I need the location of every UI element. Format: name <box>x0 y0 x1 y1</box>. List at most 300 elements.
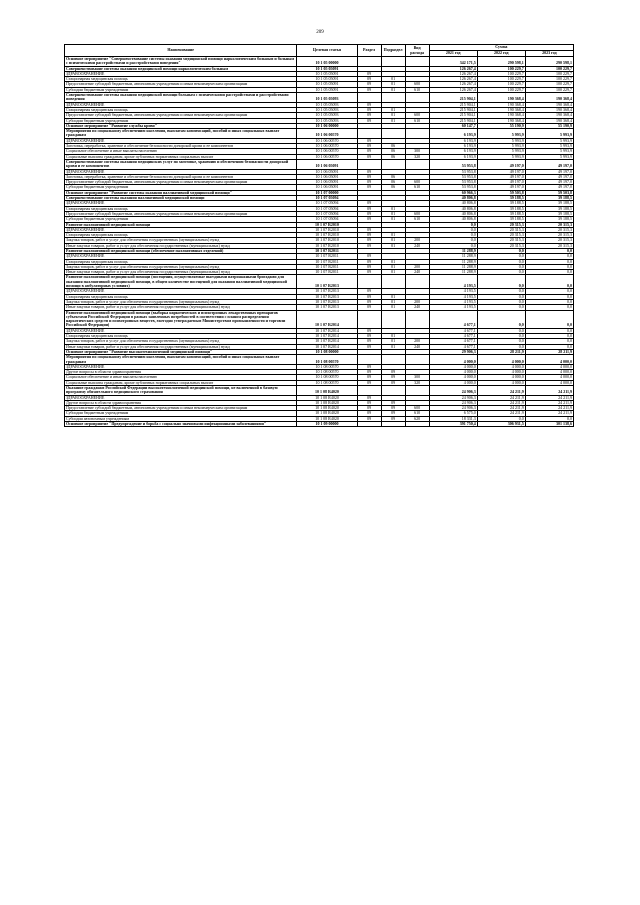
row-code: 10 1 06 05091 <box>297 159 357 169</box>
row-sum-2023: 190 368,4 <box>525 118 573 123</box>
row-name: Стационарная медицинская помощь <box>65 259 297 264</box>
row-code: 10 1 06 00570 <box>297 138 357 143</box>
row-name: Закупка товаров, работ и услуг для обеспечения государственных (муниципальных) нужд <box>65 299 297 304</box>
row-code: 10 1 07 R2010 <box>297 243 357 248</box>
row-code: 10 1 07 R2010 <box>297 233 357 238</box>
row-subsection: 09 <box>381 380 405 385</box>
row-subsection: 01 <box>381 206 405 211</box>
row-sum-2022: 5 993,9 <box>477 144 525 149</box>
row-sum-2022: 49 197,0 <box>477 169 525 174</box>
row-sum-2022: 190 368,4 <box>477 113 525 118</box>
row-sum-2021: 24 906,3 <box>429 395 477 400</box>
row-name: Предоставление субсидий бюджетным, автономным учреждениям и иным некоммерческим организациям <box>65 406 297 411</box>
row-code: 10 1 07 R2014 <box>297 344 357 349</box>
header-section: Раздел <box>357 45 381 57</box>
row-sum-2023: 59 503,8 <box>525 190 573 195</box>
row-sum-2023: 49 197,0 <box>525 180 573 185</box>
row-expense-type <box>405 93 429 103</box>
row-name: Субсидии бюджетным учреждениям <box>65 118 297 123</box>
row-name: Стационарная медицинская помощь <box>65 107 297 112</box>
row-sum-2022: 39 188,5 <box>477 211 525 216</box>
row-subsection: 01 <box>381 77 405 82</box>
row-sum-2022: 0,0 <box>477 305 525 310</box>
header-subsection: Подраздел <box>381 45 405 57</box>
row-sum-2023: 0,0 <box>525 294 573 299</box>
row-code: 10 1 08 R4020 <box>297 400 357 405</box>
row-name: Стационарная медицинская помощь <box>65 206 297 211</box>
row-subsection: 06 <box>381 174 405 179</box>
row-subsection: 01 <box>381 334 405 339</box>
row-expense-type <box>405 310 429 328</box>
row-name: Совершенствование системы оказания медицинской помощи наркологическим больным <box>65 66 297 71</box>
row-sum-2022: 0,0 <box>477 248 525 253</box>
row-subsection <box>381 355 405 365</box>
row-code: 10 1 08 00570 <box>297 370 357 375</box>
row-subsection: 09 <box>381 411 405 416</box>
row-subsection: 01 <box>381 233 405 238</box>
row-subsection <box>381 129 405 139</box>
row-subsection: 01 <box>381 217 405 222</box>
row-sum-2022: 0,0 <box>477 344 525 349</box>
row-sum-2021: 40 806,8 <box>429 217 477 222</box>
row-section <box>357 310 381 328</box>
row-sum-2022: 24 211,9 <box>477 395 525 400</box>
row-section: 09 <box>357 370 381 375</box>
row-sum-2023: 49 197,0 <box>525 159 573 169</box>
row-sum-2021: 40 806,8 <box>429 201 477 206</box>
row-code: 10 1 06 05091 <box>297 169 357 174</box>
row-sum-2023: 20 315,3 <box>525 222 573 227</box>
row-code: 10 1 05 05093 <box>297 118 357 123</box>
row-subsection: 01 <box>381 82 405 87</box>
row-name: Развитие паллиативной медицинской помощи (посещения, осуществляемые выездными патронажными бригадами для оказания паллиативной медицинской помощи, в общем количестве посещений для оказания паллиативной медицинской помощи в амбулаторных условиях) <box>65 275 297 289</box>
row-name: Развитие паллиативной медицинской помощи (обеспечение паллиативных отделений) <box>65 248 297 253</box>
row-sum-2021: 215 904,1 <box>429 118 477 123</box>
row-subsection: 01 <box>381 243 405 248</box>
row-sum-2022: 39 188,5 <box>477 196 525 201</box>
row-sum-2022: 0,0 <box>477 254 525 259</box>
row-sum-2023: 49 197,0 <box>525 169 573 174</box>
row-sum-2023: 5 993,9 <box>525 129 573 139</box>
row-section: 09 <box>357 380 381 385</box>
row-section: 09 <box>357 174 381 179</box>
row-section: 09 <box>357 169 381 174</box>
row-name: Предоставление субсидий бюджетным, автономным учреждениям и иным некоммерческим организациям <box>65 211 297 216</box>
row-sum-2023: 0,0 <box>525 289 573 294</box>
row-code: 10 1 07 05094 <box>297 217 357 222</box>
row-name: Основное мероприятие "Развитие высокотехнологичной медицинской помощи" <box>65 349 297 354</box>
row-section: 09 <box>357 206 381 211</box>
row-expense-type: 610 <box>405 185 429 190</box>
row-expense-type: 610 <box>405 87 429 92</box>
row-sum-2023: 4 000,0 <box>525 380 573 385</box>
row-code: 10 1 07 R2011 <box>297 264 357 269</box>
row-sum-2023: 190 368,4 <box>525 113 573 118</box>
row-sum-2022: 4 000,0 <box>477 375 525 380</box>
row-section: 09 <box>357 364 381 369</box>
table-body <box>65 57 574 427</box>
row-sum-2023: 24 211,9 <box>525 406 573 411</box>
row-sum-2021: 11 288,9 <box>429 248 477 253</box>
row-sum-2021: 4 193,5 <box>429 289 477 294</box>
row-sum-2022: 190 368,4 <box>477 93 525 103</box>
header-year-2021: 2021 год <box>429 51 477 57</box>
row-section: 09 <box>357 264 381 269</box>
row-sum-2021: 29 906,3 <box>429 349 477 354</box>
row-sum-2021: 11 288,9 <box>429 254 477 259</box>
row-section: 09 <box>357 254 381 259</box>
row-name: Социальные выплаты гражданам, кроме публичных нормативных социальных выплат <box>65 154 297 159</box>
row-sum-2023: 100 229,7 <box>525 82 573 87</box>
row-sum-2022: 24 211,9 <box>477 386 525 396</box>
row-sum-2023: 301 138,6 <box>525 422 573 427</box>
row-sum-2021: 18 331,3 <box>429 416 477 421</box>
row-name: Заготовка, переработка, хранение и обеспечение безопасности донорской крови и ее компонентов <box>65 174 297 179</box>
row-sum-2021: 126 267,4 <box>429 77 477 82</box>
row-sum-2022: 4 000,0 <box>477 380 525 385</box>
row-sum-2022: 39 188,5 <box>477 206 525 211</box>
table-row <box>65 355 574 365</box>
row-sum-2021: 53 953,8 <box>429 159 477 169</box>
row-section: 09 <box>357 238 381 243</box>
row-sum-2021: 215 904,1 <box>429 113 477 118</box>
row-sum-2022: 49 197,0 <box>477 180 525 185</box>
row-section: 09 <box>357 328 381 333</box>
row-code: 10 1 05 05091 <box>297 77 357 82</box>
row-code: 10 1 08 R4020 <box>297 411 357 416</box>
row-section: 09 <box>357 406 381 411</box>
row-section: 09 <box>357 400 381 405</box>
table-row <box>65 159 574 169</box>
row-subsection: 01 <box>381 87 405 92</box>
row-section: 09 <box>357 344 381 349</box>
row-sum-2021: 4 677,1 <box>429 328 477 333</box>
row-section <box>357 57 381 67</box>
row-name: Другие вопросы в области здравоохранения <box>65 400 297 405</box>
row-expense-type: 620 <box>405 416 429 421</box>
row-section: 09 <box>357 299 381 304</box>
row-name: Закупка товаров, работ и услуг для обеспечения государственных (муниципальных) нужд <box>65 264 297 269</box>
row-subsection <box>381 159 405 169</box>
row-subsection <box>381 57 405 67</box>
row-name: Основное мероприятие "Развитие системы оказания паллиативной медицинской помощи" <box>65 190 297 195</box>
row-sum-2021: 4 193,5 <box>429 275 477 289</box>
row-sum-2021: 215 904,1 <box>429 107 477 112</box>
row-sum-2023: 0,0 <box>525 334 573 339</box>
row-sum-2023: 100 229,7 <box>525 87 573 92</box>
row-sum-2022: 0,0 <box>477 259 525 264</box>
row-code: 10 1 07 00000 <box>297 190 357 195</box>
row-sum-2022: 39 188,5 <box>477 217 525 222</box>
row-code: 10 1 05 00000 <box>297 57 357 67</box>
row-sum-2023: 24 211,9 <box>525 400 573 405</box>
row-sum-2023: 39 188,5 <box>525 217 573 222</box>
row-sum-2022: 24 211,9 <box>477 406 525 411</box>
row-sum-2023: 4 000,0 <box>525 375 573 380</box>
row-sum-2021: 4 677,1 <box>429 310 477 328</box>
row-sum-2023: 24 211,9 <box>525 386 573 396</box>
row-sum-2023: 55 190,9 <box>525 123 573 128</box>
row-section: 09 <box>357 217 381 222</box>
row-sum-2022: 24 211,9 <box>477 400 525 405</box>
row-sum-2023: 49 197,0 <box>525 185 573 190</box>
row-section <box>357 386 381 396</box>
row-subsection: 01 <box>381 270 405 275</box>
row-expense-type: 240 <box>405 344 429 349</box>
row-section: 09 <box>357 227 381 232</box>
row-sum-2021: 6 193,9 <box>429 138 477 143</box>
table-row <box>65 275 574 289</box>
row-sum-2022: 49 197,0 <box>477 174 525 179</box>
row-sum-2022: 20 315,3 <box>477 243 525 248</box>
row-subsection: 01 <box>381 294 405 299</box>
row-sum-2021: 6 193,9 <box>429 149 477 154</box>
row-name: Совершенствование системы оказания медицинской помощи больным с психическими расстройствами и расстройствами поведения <box>65 93 297 103</box>
row-name: Социальное обеспечение и иные выплаты населению <box>65 375 297 380</box>
row-name: ЗДРАВООХРАНЕНИЕ <box>65 328 297 333</box>
row-sum-2021: 126 267,4 <box>429 66 477 71</box>
row-sum-2022: 20 315,3 <box>477 222 525 227</box>
row-code: 10 1 06 05091 <box>297 185 357 190</box>
row-sum-2021: 0,0 <box>429 243 477 248</box>
row-name: Другие вопросы в области здравоохранения <box>65 370 297 375</box>
row-subsection: 09 <box>381 416 405 421</box>
row-name: Субсидии бюджетным учреждениям <box>65 411 297 416</box>
row-sum-2023: 100 229,7 <box>525 71 573 76</box>
row-code: 10 1 08 00570 <box>297 355 357 365</box>
row-section: 09 <box>357 411 381 416</box>
row-sum-2023: 39 188,5 <box>525 201 573 206</box>
row-subsection <box>381 93 405 103</box>
row-sum-2023: 24 211,9 <box>525 395 573 400</box>
row-subsection: 09 <box>381 406 405 411</box>
row-name: Предоставление субсидий бюджетным, автономным учреждениям и иным некоммерческим организациям <box>65 113 297 118</box>
row-sum-2023: 5 993,9 <box>525 138 573 143</box>
row-sum-2023: 20 315,3 <box>525 233 573 238</box>
row-code: 10 1 08 00570 <box>297 375 357 380</box>
row-section: 09 <box>357 107 381 112</box>
row-name: Субсидии бюджетным учреждениям <box>65 217 297 222</box>
row-sum-2023: 5 993,9 <box>525 149 573 154</box>
row-section: 09 <box>357 149 381 154</box>
row-sum-2021: 40 806,8 <box>429 211 477 216</box>
header-year-2023: 2023 год <box>525 51 573 57</box>
row-name: Стационарная медицинская помощь <box>65 294 297 299</box>
row-section: 09 <box>357 233 381 238</box>
row-sum-2021: 0,0 <box>429 233 477 238</box>
row-name: Мероприятия по социальному обеспечению населения, выплатам компенсаций, пособий и иных социальных выплат гражданам <box>65 129 297 139</box>
row-sum-2022: 4 000,0 <box>477 370 525 375</box>
row-sum-2023: 0,0 <box>525 259 573 264</box>
row-code: 10 1 07 R2013 <box>297 275 357 289</box>
row-sum-2021: 53 953,8 <box>429 169 477 174</box>
row-sum-2021: 53 953,8 <box>429 180 477 185</box>
row-subsection <box>381 422 405 427</box>
row-sum-2021: 4 000,0 <box>429 370 477 375</box>
row-sum-2021: 11 288,9 <box>429 270 477 275</box>
row-name: Совершенствование системы оказания паллиативной медицинской помощи <box>65 196 297 201</box>
row-code: 10 1 07 R2011 <box>297 270 357 275</box>
row-section: 09 <box>357 270 381 275</box>
row-sum-2021: 6 575,0 <box>429 411 477 416</box>
row-sum-2022: 4 000,0 <box>477 364 525 369</box>
row-sum-2021: 126 267,4 <box>429 71 477 76</box>
row-subsection: 09 <box>381 370 405 375</box>
row-subsection: 01 <box>381 305 405 310</box>
row-name: Стационарная медицинская помощь <box>65 233 297 238</box>
row-expense-type: 600 <box>405 180 429 185</box>
row-code: 10 1 08 R4020 <box>297 416 357 421</box>
row-sum-2022: 20 315,3 <box>477 238 525 243</box>
row-section <box>357 159 381 169</box>
row-code: 10 1 07 R2010 <box>297 222 357 227</box>
row-section: 09 <box>357 243 381 248</box>
row-expense-type: 600 <box>405 113 429 118</box>
row-expense-type <box>405 129 429 139</box>
row-sum-2023: 4 000,0 <box>525 370 573 375</box>
row-section <box>357 93 381 103</box>
table-row <box>65 93 574 103</box>
row-name: Субсидии бюджетным учреждениям <box>65 185 297 190</box>
row-section: 09 <box>357 185 381 190</box>
row-code: 10 1 07 R2011 <box>297 254 357 259</box>
row-code: 10 1 07 05094 <box>297 206 357 211</box>
row-code: 10 1 05 05091 <box>297 71 357 76</box>
row-subsection: 01 <box>381 264 405 269</box>
header-year-2022: 2022 год <box>477 51 525 57</box>
row-name: ЗДРАВООХРАНЕНИЕ <box>65 138 297 143</box>
row-expense-type: 610 <box>405 217 429 222</box>
row-sum-2022: 0,0 <box>477 416 525 421</box>
row-section: 09 <box>357 201 381 206</box>
row-sum-2022: 0,0 <box>477 289 525 294</box>
row-name: Закупка товаров, работ и услуг для обеспечения государственных (муниципальных) нужд <box>65 238 297 243</box>
row-code: 10 1 08 R4020 <box>297 406 357 411</box>
table-row <box>65 386 574 396</box>
row-sum-2023: 28 211,9 <box>525 349 573 354</box>
row-sum-2022: 5 993,9 <box>477 129 525 139</box>
row-sum-2022: 49 197,0 <box>477 159 525 169</box>
row-code: 10 1 07 R2014 <box>297 328 357 333</box>
row-section: 09 <box>357 211 381 216</box>
row-sum-2022: 20 315,3 <box>477 227 525 232</box>
row-sum-2021: 4 000,0 <box>429 355 477 365</box>
row-sum-2023: 190 368,4 <box>525 93 573 103</box>
row-sum-2022: 190 368,4 <box>477 102 525 107</box>
row-sum-2022: 5 993,9 <box>477 138 525 143</box>
row-name: Основное мероприятие "Совершенствование системы оказания медицинской помощи наркологическим больным и больным с психическими расстройствами и расстройствами поведения" <box>65 57 297 67</box>
header-sum: Сумма <box>429 45 573 51</box>
row-sum-2022: 0,0 <box>477 334 525 339</box>
row-sum-2021: 53 953,8 <box>429 185 477 190</box>
row-name: Социальные выплаты гражданам, кроме публичных нормативных социальных выплат <box>65 380 297 385</box>
row-sum-2023: 49 197,0 <box>525 174 573 179</box>
row-sum-2021: 40 806,8 <box>429 206 477 211</box>
row-name: Иные закупки товаров, работ и услуг для обеспечения государственных (муниципальных) нужд <box>65 344 297 349</box>
row-sum-2022: 0,0 <box>477 294 525 299</box>
row-code: 10 1 06 00570 <box>297 154 357 159</box>
row-code: 10 1 05 05091 <box>297 82 357 87</box>
row-name: Стационарная медицинская помощь <box>65 77 297 82</box>
row-expense-type: 300 <box>405 149 429 154</box>
row-code: 10 1 05 05093 <box>297 113 357 118</box>
row-sum-2022: 39 188,5 <box>477 201 525 206</box>
row-sum-2023: 0,0 <box>525 254 573 259</box>
row-sum-2022: 0,0 <box>477 270 525 275</box>
row-code: 10 1 05 05093 <box>297 93 357 103</box>
row-name: Субсидии автономным учреждениям <box>65 416 297 421</box>
row-section: 09 <box>357 71 381 76</box>
row-expense-type: 600 <box>405 211 429 216</box>
row-sum-2023: 0,0 <box>525 339 573 344</box>
row-section: 09 <box>357 118 381 123</box>
row-code: 10 1 07 R2014 <box>297 334 357 339</box>
row-name: ЗДРАВООХРАНЕНИЕ <box>65 71 297 76</box>
row-sum-2022: 0,0 <box>477 264 525 269</box>
row-code: 10 1 09 00000 <box>297 422 357 427</box>
row-expense-type: 200 <box>405 264 429 269</box>
row-sum-2022: 20 315,3 <box>477 233 525 238</box>
row-section: 09 <box>357 180 381 185</box>
row-section: 09 <box>357 416 381 421</box>
row-expense-type: 610 <box>405 411 429 416</box>
row-sum-2022: 49 197,0 <box>477 185 525 190</box>
row-code: 10 1 07 R2013 <box>297 305 357 310</box>
row-sum-2023: 0,0 <box>525 299 573 304</box>
row-section: 09 <box>357 259 381 264</box>
row-sum-2021: 126 267,4 <box>429 82 477 87</box>
row-expense-type: 240 <box>405 270 429 275</box>
row-sum-2021: 4 677,1 <box>429 334 477 339</box>
row-code: 10 1 05 05091 <box>297 87 357 92</box>
row-sum-2021: 4 193,5 <box>429 294 477 299</box>
row-subsection: 06 <box>381 185 405 190</box>
page-number: 209 <box>316 30 324 35</box>
row-sum-2021: 4 677,1 <box>429 339 477 344</box>
row-sum-2022: 5 993,9 <box>477 154 525 159</box>
row-section: 09 <box>357 294 381 299</box>
row-expense-type <box>405 355 429 365</box>
row-section: 09 <box>357 289 381 294</box>
row-code: 10 1 06 05091 <box>297 180 357 185</box>
row-expense-type: 240 <box>405 243 429 248</box>
row-expense-type <box>405 386 429 396</box>
row-code: 10 1 07 05094 <box>297 196 357 201</box>
row-expense-type: 200 <box>405 299 429 304</box>
row-sum-2022: 100 229,7 <box>477 66 525 71</box>
row-sum-2023: 4 000,0 <box>525 364 573 369</box>
row-section: 09 <box>357 87 381 92</box>
row-subsection: 01 <box>381 113 405 118</box>
row-name: Социальное обеспечение и иные выплаты населению <box>65 149 297 154</box>
row-sum-2022: 0,0 <box>477 299 525 304</box>
row-sum-2022: 0,0 <box>477 328 525 333</box>
row-section: 09 <box>357 82 381 87</box>
row-subsection <box>381 275 405 289</box>
row-sum-2023: 20 315,3 <box>525 238 573 243</box>
row-name: ЗДРАВООХРАНЕНИЕ <box>65 201 297 206</box>
row-code: 10 1 06 00570 <box>297 129 357 139</box>
row-section: 09 <box>357 339 381 344</box>
row-code: 10 1 07 R2013 <box>297 299 357 304</box>
row-name: Иные закупки товаров, работ и услуг для обеспечения государственных (муниципальных) нужд <box>65 270 297 275</box>
row-section <box>357 422 381 427</box>
row-name: Развитие паллиативной медицинской помощи <box>65 222 297 227</box>
row-sum-2023: 0,0 <box>525 310 573 328</box>
row-sum-2023: 0,0 <box>525 275 573 289</box>
row-subsection <box>381 310 405 328</box>
row-subsection: 01 <box>381 118 405 123</box>
